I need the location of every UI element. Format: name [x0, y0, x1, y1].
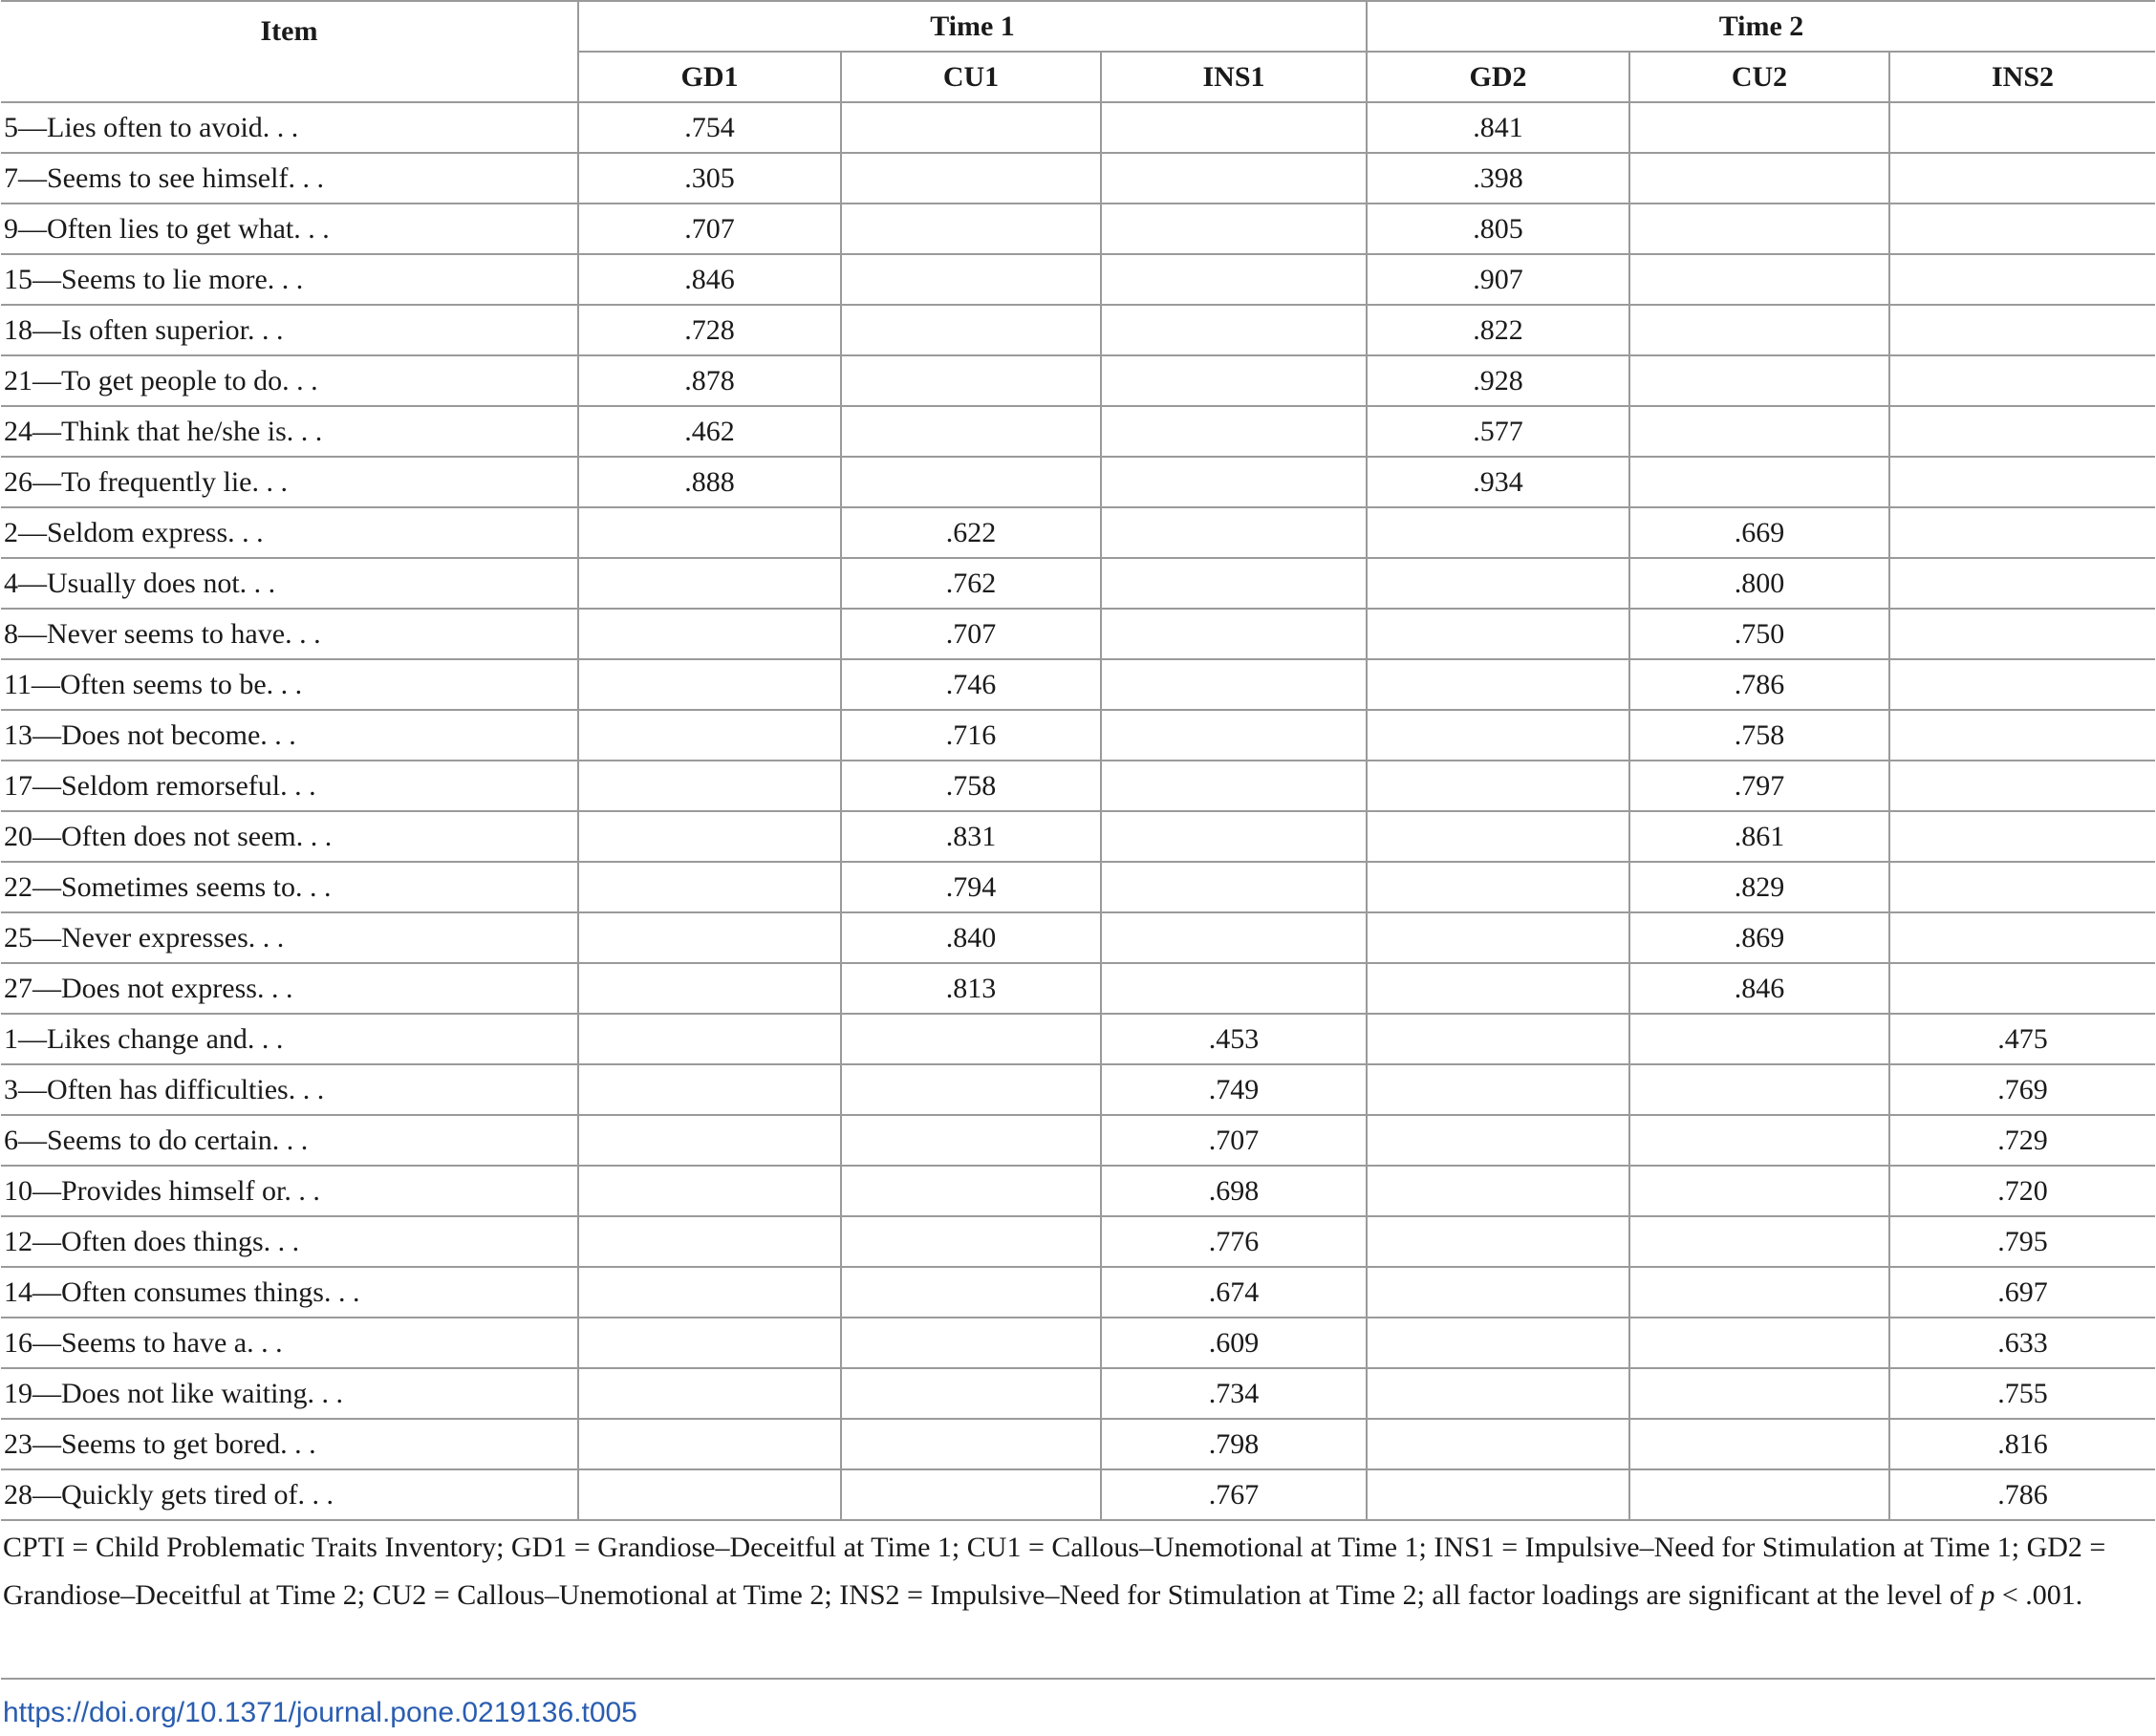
loading-cell-ins2	[1889, 457, 2155, 507]
loading-cell-ins1: .798	[1101, 1419, 1367, 1469]
footnote-text: CPTI = Child Problematic Traits Inventory; GD1 = Grandiose–Deceitful at Time 1; CU1 = Callous–Unemotional at Time 1; INS1 = Impulsive–Need for Stimulation at Time 1; GD2 = Grandiose–Deceitful at Time 2; CU2 = Callous–Unemotional at Time 2; INS2 = Impulsive–Need for Stimulation at Time 2; all factor loadings are significant at the level of	[3, 1532, 2106, 1611]
loading-cell-gd2	[1367, 659, 1629, 710]
item-cell: 22—Sometimes seems to. . .	[1, 862, 578, 912]
loading-cell-gd2	[1367, 710, 1629, 761]
loading-cell-ins2	[1889, 153, 2155, 204]
loading-cell-ins2	[1889, 406, 2155, 457]
loading-cell-cu2	[1629, 1267, 1889, 1318]
item-cell: 7—Seems to see himself. . .	[1, 153, 578, 204]
loading-cell-gd1	[578, 1115, 841, 1166]
time1-group-header: Time 1	[578, 1, 1367, 52]
loading-cell-gd1: .846	[578, 254, 841, 305]
table-row	[1, 659, 2155, 710]
loading-cell-ins2: .769	[1889, 1064, 2155, 1115]
loading-cell-ins1: .734	[1101, 1368, 1367, 1419]
table-row	[1, 963, 2155, 1014]
item-cell: 27—Does not express. . .	[1, 963, 578, 1014]
loading-cell-ins1	[1101, 710, 1367, 761]
loading-cell-cu2	[1629, 254, 1889, 305]
loading-cell-ins1	[1101, 862, 1367, 912]
loading-cell-ins2	[1889, 912, 2155, 963]
table-row	[1, 102, 2155, 153]
table-row	[1, 254, 2155, 305]
loading-cell-cu1	[841, 1318, 1101, 1368]
loading-cell-ins1	[1101, 811, 1367, 862]
loading-cell-gd2: .398	[1367, 153, 1629, 204]
column-header-ins2: INS2	[1889, 52, 2155, 102]
loading-cell-ins2	[1889, 811, 2155, 862]
loading-cell-cu2	[1629, 457, 1889, 507]
item-cell: 12—Often does things. . .	[1, 1216, 578, 1267]
loading-cell-ins2	[1889, 963, 2155, 1014]
loading-cell-ins1	[1101, 406, 1367, 457]
loading-cell-ins1	[1101, 355, 1367, 406]
factor-loadings-table	[1, 0, 2155, 1521]
loading-cell-gd2	[1367, 761, 1629, 811]
loading-cell-gd1	[578, 1166, 841, 1216]
loading-cell-cu2	[1629, 1318, 1889, 1368]
table-row	[1, 609, 2155, 659]
table-footnote	[3, 1524, 2151, 1619]
loading-cell-gd2: .928	[1367, 355, 1629, 406]
loading-cell-cu1	[841, 1267, 1101, 1318]
item-cell: 2—Seldom express. . .	[1, 507, 578, 558]
loading-cell-cu2	[1629, 355, 1889, 406]
loading-cell-cu1	[841, 254, 1101, 305]
loading-cell-ins2	[1889, 254, 2155, 305]
loading-cell-gd1	[578, 1368, 841, 1419]
loading-cell-gd1	[578, 761, 841, 811]
loading-cell-cu1: .746	[841, 659, 1101, 710]
loading-cell-ins1	[1101, 102, 1367, 153]
loading-cell-ins2	[1889, 102, 2155, 153]
table-row	[1, 558, 2155, 609]
loading-cell-cu2	[1629, 1166, 1889, 1216]
table-row	[1, 305, 2155, 355]
loading-cell-cu1: .758	[841, 761, 1101, 811]
loading-cell-cu1	[841, 1419, 1101, 1469]
loading-cell-gd2	[1367, 1216, 1629, 1267]
table-row	[1, 1115, 2155, 1166]
loading-cell-ins2	[1889, 761, 2155, 811]
table-row	[1, 355, 2155, 406]
loading-cell-cu2: .861	[1629, 811, 1889, 862]
loading-cell-gd1	[578, 1064, 841, 1115]
table-row	[1, 1368, 2155, 1419]
loading-cell-gd1	[578, 963, 841, 1014]
loading-cell-cu2	[1629, 406, 1889, 457]
loading-cell-ins2: .795	[1889, 1216, 2155, 1267]
loading-cell-ins1	[1101, 659, 1367, 710]
loading-cell-gd1	[578, 1014, 841, 1064]
table-body	[1, 102, 2155, 1520]
loading-cell-cu2	[1629, 153, 1889, 204]
loading-cell-gd2: .934	[1367, 457, 1629, 507]
loading-cell-gd2: .577	[1367, 406, 1629, 457]
loading-cell-gd1	[578, 710, 841, 761]
loading-cell-ins2	[1889, 659, 2155, 710]
item-column-header: Item	[1, 1, 578, 102]
loading-cell-gd1	[578, 659, 841, 710]
loading-cell-cu1	[841, 102, 1101, 153]
doi-link[interactable]: https://doi.org/10.1371/journal.pone.0219136.t005	[3, 1697, 637, 1728]
loading-cell-ins2: .633	[1889, 1318, 2155, 1368]
item-cell: 26—To frequently lie. . .	[1, 457, 578, 507]
loading-cell-gd2	[1367, 1064, 1629, 1115]
item-cell: 19—Does not like waiting. . .	[1, 1368, 578, 1419]
header-row-groups	[1, 1, 2155, 52]
loading-cell-cu1: .813	[841, 963, 1101, 1014]
loading-cell-gd1: .707	[578, 204, 841, 254]
item-cell: 23—Seems to get bored. . .	[1, 1419, 578, 1469]
table-row	[1, 862, 2155, 912]
loading-cell-gd2: .805	[1367, 204, 1629, 254]
loading-cell-cu1: .794	[841, 862, 1101, 912]
loading-cell-ins2	[1889, 862, 2155, 912]
item-cell: 28—Quickly gets tired of. . .	[1, 1469, 578, 1520]
loading-cell-cu1: .831	[841, 811, 1101, 862]
loading-cell-gd1: .305	[578, 153, 841, 204]
loading-cell-gd2	[1367, 1469, 1629, 1520]
loading-cell-cu1	[841, 1064, 1101, 1115]
table-row	[1, 406, 2155, 457]
loading-cell-cu2: .750	[1629, 609, 1889, 659]
loading-cell-cu2	[1629, 204, 1889, 254]
item-cell: 5—Lies often to avoid. . .	[1, 102, 578, 153]
item-cell: 18—Is often superior. . .	[1, 305, 578, 355]
loading-cell-gd2: .907	[1367, 254, 1629, 305]
table-row	[1, 761, 2155, 811]
item-cell: 8—Never seems to have. . .	[1, 609, 578, 659]
loading-cell-ins1: .707	[1101, 1115, 1367, 1166]
loading-cell-cu1	[841, 1469, 1101, 1520]
loading-cell-cu1	[841, 457, 1101, 507]
loading-cell-gd1	[578, 1318, 841, 1368]
loading-cell-cu1: .762	[841, 558, 1101, 609]
item-cell: 25—Never expresses. . .	[1, 912, 578, 963]
table-row	[1, 153, 2155, 204]
table-row	[1, 1216, 2155, 1267]
loading-cell-gd2	[1367, 912, 1629, 963]
footnote-divider	[1, 1678, 2155, 1680]
loading-cell-ins1	[1101, 153, 1367, 204]
loading-cell-cu2: .869	[1629, 912, 1889, 963]
loading-cell-gd1	[578, 862, 841, 912]
item-cell: 17—Seldom remorseful. . .	[1, 761, 578, 811]
loading-cell-cu1: .707	[841, 609, 1101, 659]
loading-cell-gd2	[1367, 811, 1629, 862]
loading-cell-gd2: .841	[1367, 102, 1629, 153]
loading-cell-gd1	[578, 558, 841, 609]
loading-cell-ins1: .674	[1101, 1267, 1367, 1318]
loading-cell-ins2	[1889, 204, 2155, 254]
loading-cell-ins1	[1101, 761, 1367, 811]
table-row	[1, 912, 2155, 963]
loading-cell-gd1: .462	[578, 406, 841, 457]
loading-cell-cu2: .829	[1629, 862, 1889, 912]
table-row	[1, 1014, 2155, 1064]
loading-cell-gd1: .728	[578, 305, 841, 355]
loading-cell-cu2	[1629, 305, 1889, 355]
item-cell: 15—Seems to lie more. . .	[1, 254, 578, 305]
loading-cell-cu1	[841, 355, 1101, 406]
time2-group-header: Time 2	[1367, 1, 2155, 52]
footnote-p-symbol: p	[1980, 1579, 1995, 1611]
item-cell: 3—Often has difficulties. . .	[1, 1064, 578, 1115]
loading-cell-ins1	[1101, 609, 1367, 659]
loading-cell-gd1	[578, 1469, 841, 1520]
loading-cell-ins1: .453	[1101, 1014, 1367, 1064]
loading-cell-cu2	[1629, 1216, 1889, 1267]
loading-cell-cu2	[1629, 102, 1889, 153]
loading-cell-gd1	[578, 609, 841, 659]
loading-cell-cu1	[841, 1014, 1101, 1064]
loading-cell-gd2	[1367, 1267, 1629, 1318]
loading-cell-ins2: .755	[1889, 1368, 2155, 1419]
loading-cell-ins1	[1101, 558, 1367, 609]
table-row	[1, 507, 2155, 558]
loading-cell-ins1: .698	[1101, 1166, 1367, 1216]
loading-cell-ins1	[1101, 254, 1367, 305]
column-header-gd2: GD2	[1367, 52, 1629, 102]
table-row	[1, 1166, 2155, 1216]
loading-cell-ins2	[1889, 558, 2155, 609]
loading-cell-ins2: .729	[1889, 1115, 2155, 1166]
item-cell: 14—Often consumes things. . .	[1, 1267, 578, 1318]
item-cell: 4—Usually does not. . .	[1, 558, 578, 609]
loading-cell-gd2	[1367, 558, 1629, 609]
loading-cell-ins2	[1889, 609, 2155, 659]
loading-cell-ins1: .776	[1101, 1216, 1367, 1267]
loading-cell-ins2	[1889, 507, 2155, 558]
item-cell: 24—Think that he/she is. . .	[1, 406, 578, 457]
loading-cell-ins2: .697	[1889, 1267, 2155, 1318]
loading-cell-gd2	[1367, 1368, 1629, 1419]
item-cell: 9—Often lies to get what. . .	[1, 204, 578, 254]
loading-cell-gd1: .878	[578, 355, 841, 406]
loading-cell-cu2	[1629, 1469, 1889, 1520]
loading-cell-gd1	[578, 811, 841, 862]
loading-cell-cu2: .758	[1629, 710, 1889, 761]
loading-cell-cu1	[841, 1115, 1101, 1166]
loading-cell-gd1	[578, 1419, 841, 1469]
loading-cell-ins2: .475	[1889, 1014, 2155, 1064]
column-header-cu2: CU2	[1629, 52, 1889, 102]
table-row	[1, 457, 2155, 507]
table-row	[1, 710, 2155, 761]
loading-cell-cu2	[1629, 1014, 1889, 1064]
loading-cell-cu1: .716	[841, 710, 1101, 761]
table-row	[1, 1267, 2155, 1318]
loading-cell-gd2	[1367, 862, 1629, 912]
table-row	[1, 204, 2155, 254]
loading-cell-gd1: .754	[578, 102, 841, 153]
loading-cell-cu2: .797	[1629, 761, 1889, 811]
loading-cell-gd2: .822	[1367, 305, 1629, 355]
loading-cell-ins2: .786	[1889, 1469, 2155, 1520]
loading-cell-ins2: .816	[1889, 1419, 2155, 1469]
table-row	[1, 1419, 2155, 1469]
item-cell: 16—Seems to have a. . .	[1, 1318, 578, 1368]
loading-cell-cu1	[841, 1368, 1101, 1419]
table-row	[1, 811, 2155, 862]
loading-cell-gd2	[1367, 1014, 1629, 1064]
loading-cell-cu2	[1629, 1115, 1889, 1166]
loading-cell-gd2	[1367, 1419, 1629, 1469]
item-cell: 11—Often seems to be. . .	[1, 659, 578, 710]
item-cell: 20—Often does not seem. . .	[1, 811, 578, 862]
table-row	[1, 1318, 2155, 1368]
loading-cell-cu2: .786	[1629, 659, 1889, 710]
loading-cell-cu1	[841, 153, 1101, 204]
loading-cell-gd1	[578, 1267, 841, 1318]
column-header-cu1: CU1	[841, 52, 1101, 102]
loading-cell-cu1	[841, 406, 1101, 457]
loading-cell-cu2: .669	[1629, 507, 1889, 558]
loading-cell-ins1	[1101, 963, 1367, 1014]
footnote-text-end: < .001.	[1994, 1579, 2083, 1611]
loading-cell-cu1	[841, 1166, 1101, 1216]
loading-cell-ins1: .749	[1101, 1064, 1367, 1115]
loading-cell-gd2	[1367, 609, 1629, 659]
loading-cell-gd2	[1367, 1318, 1629, 1368]
loading-cell-ins1	[1101, 305, 1367, 355]
loading-cell-cu2: .800	[1629, 558, 1889, 609]
item-cell: 6—Seems to do certain. . .	[1, 1115, 578, 1166]
loading-cell-ins1	[1101, 912, 1367, 963]
loading-cell-ins1	[1101, 204, 1367, 254]
item-cell: 21—To get people to do. . .	[1, 355, 578, 406]
table-row	[1, 1469, 2155, 1520]
loading-cell-gd2	[1367, 1115, 1629, 1166]
loading-cell-gd2	[1367, 507, 1629, 558]
loading-cell-gd2	[1367, 963, 1629, 1014]
column-header-gd1: GD1	[578, 52, 841, 102]
loading-cell-cu1: .622	[841, 507, 1101, 558]
loading-cell-ins2	[1889, 710, 2155, 761]
loading-cell-gd1	[578, 1216, 841, 1267]
loading-cell-cu2: .846	[1629, 963, 1889, 1014]
loading-cell-cu1	[841, 1216, 1101, 1267]
loading-cell-cu2	[1629, 1368, 1889, 1419]
loading-cell-ins1: .609	[1101, 1318, 1367, 1368]
loading-cell-cu1: .840	[841, 912, 1101, 963]
item-cell: 1—Likes change and. . .	[1, 1014, 578, 1064]
item-cell: 10—Provides himself or. . .	[1, 1166, 578, 1216]
loading-cell-gd2	[1367, 1166, 1629, 1216]
loading-cell-cu1	[841, 305, 1101, 355]
loading-cell-gd1	[578, 912, 841, 963]
loading-cell-gd1	[578, 507, 841, 558]
column-header-ins1: INS1	[1101, 52, 1367, 102]
loading-cell-cu2	[1629, 1419, 1889, 1469]
loading-cell-ins1: .767	[1101, 1469, 1367, 1520]
loading-cell-ins2	[1889, 305, 2155, 355]
loading-cell-gd1: .888	[578, 457, 841, 507]
loading-cell-ins1	[1101, 507, 1367, 558]
loading-cell-cu1	[841, 204, 1101, 254]
table-row	[1, 1064, 2155, 1115]
item-cell: 13—Does not become. . .	[1, 710, 578, 761]
loading-cell-ins1	[1101, 457, 1367, 507]
loading-cell-cu2	[1629, 1064, 1889, 1115]
loading-cell-ins2: .720	[1889, 1166, 2155, 1216]
loading-cell-ins2	[1889, 355, 2155, 406]
